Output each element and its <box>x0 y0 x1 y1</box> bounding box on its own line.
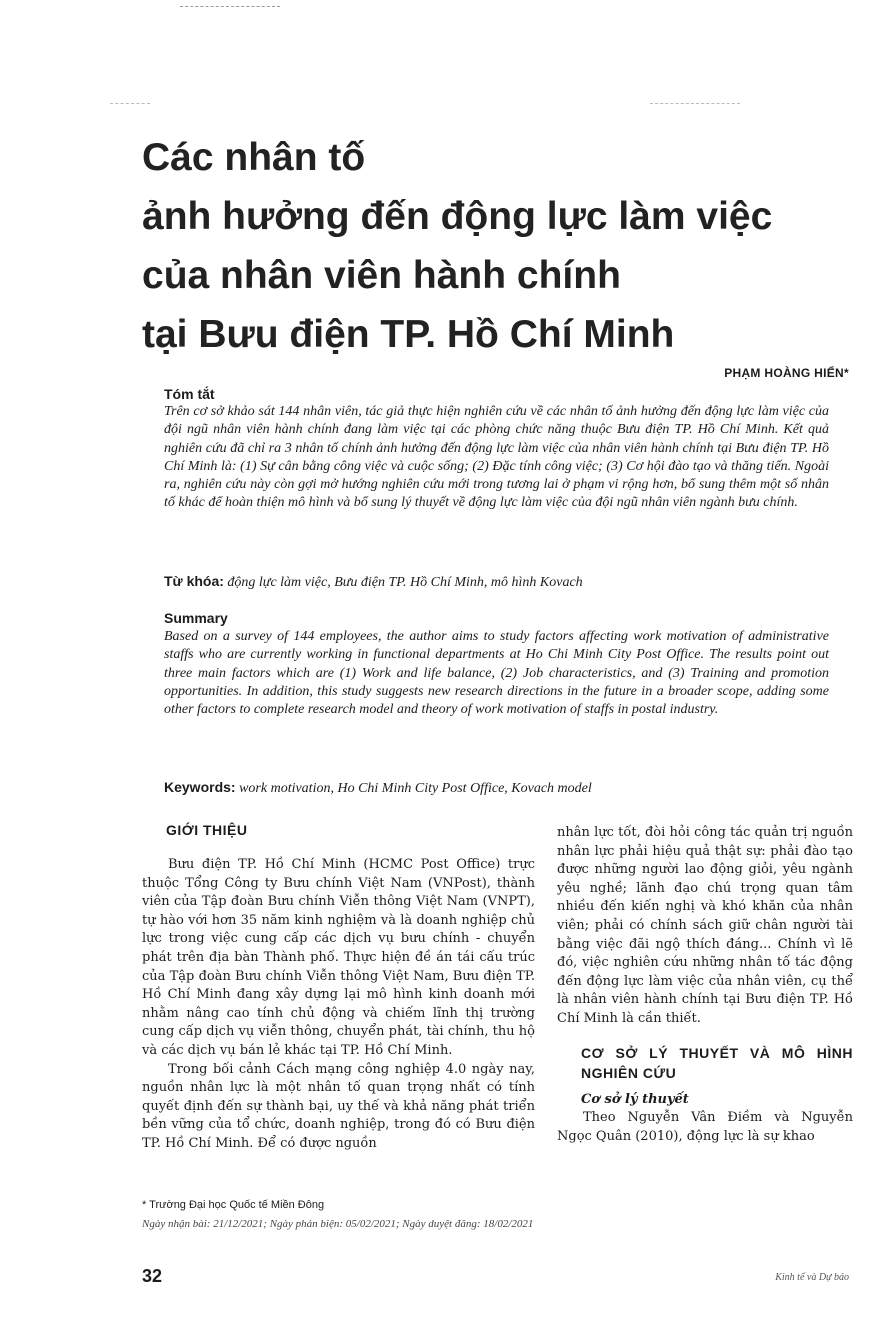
keywords-en <box>164 779 592 797</box>
title-line: Các nhân tố <box>142 136 366 179</box>
article-dates: Ngày nhận bài: 21/12/2021; Ngày phản biện: 05/02/2021; Ngày duyệt đăng: 18/02/2021 <box>142 1218 534 1230</box>
title-line: tại Bưu điện TP. Hồ Chí Minh <box>142 313 675 356</box>
page-number: 32 <box>142 1266 163 1286</box>
keywords-vi-text: động lực làm việc, Bưu điện TP. Hồ Chí Minh, mô hình Kovach <box>227 575 583 590</box>
section-heading-theory: CƠ SỞ LÝ THUYẾT VÀ MÔ HÌNH NGHIÊN CỨU <box>581 1044 853 1081</box>
paragraph: Theo Nguyễn Vân Điềm và Nguyễn Ngọc Quân (2010), động lực là sự khao <box>557 1110 853 1144</box>
abstract-en-heading: Summary <box>164 610 228 626</box>
title-line: của nhân viên hành chính <box>142 254 621 297</box>
keywords-vi <box>164 573 583 591</box>
abstract-vi-heading: Tóm tắt <box>164 386 215 402</box>
keywords-en-text: work motivation, Ho Chi Minh City Post Office, Kovach model <box>239 781 592 796</box>
keywords-vi-label: Từ khóa: <box>164 573 224 589</box>
subsection-heading: Cơ sở lý thuyết <box>581 1091 689 1107</box>
journal-name: Kinh tế và Dự báo <box>775 1272 849 1283</box>
abstract-vi-text: Trên cơ sở khảo sát 144 nhân viên, tác giả thực hiện nghiên cứu về các nhân tố ảnh hưởng đến động lực làm việc của đội ngũ nhân viên hành chính đang làm việc tại các phòng chức năng thuộc Bưu điện TP. Hồ Chí Minh. Kết quả nghiên cứu đã chỉ ra 3 nhân tố chính ảnh hưởng đến động lực làm việc của nhân viên hành chính tại Bưu điện TP. Hồ Chí Minh là: (1) Sự cân bằng công việc và cuộc sống; (2) Đặc tính công việc; (3) Cơ hội đào tạo và thăng tiến. Ngoài ra, nghiên cứu này còn gợi mở hướng nghiên cứu mới trong tương lai ở phạm vi rộng hơn, bổ sung thêm một số nhân tố khác để hoàn thiện mô hình và bổ sung lý thuyết về động lực làm việc của đội ngũ nhân viên ngành bưu chính. <box>164 404 829 511</box>
keywords-en-label: Keywords: <box>164 779 236 795</box>
paragraph: Trong bối cảnh Cách mạng công nghiệp 4.0 ngày nay, nguồn nhân lực là một nhân tố quan trọng nhất có tính quyết định đến sự thành bại, uy thế và khả năng phát triển bền vững của tổ chức, doanh nghiệp, trong đó có Bưu điện TP. Hồ Chí Minh. Để có được nguồn <box>142 1061 535 1151</box>
body-left-column <box>142 820 535 1154</box>
author-name: PHẠM HOÀNG HIỂN* <box>724 366 849 380</box>
top-rule <box>180 6 280 7</box>
article-title <box>142 128 862 364</box>
top-rule-short <box>110 103 150 104</box>
section-heading-intro: GIỚI THIỆU <box>166 822 248 838</box>
abstract-en-text: Based on a survey of 144 employees, the author aims to study factors affecting work motivation of administrative staffs who are currently working in functional departments at Ho Chi Minh City Post Office. The results point out three main factors which are (1) Work and life balance, (2) Job characteristics, and (3) Training and promotion opportunities. In addition, this study suggests new research directions in the future in a broader scope, adding some other factors to complete research model and theory of work motivation of staffs in postal industry. <box>164 629 829 718</box>
top-rule-short <box>650 103 740 104</box>
title-line: ảnh hưởng đến động lực làm việc <box>142 195 773 238</box>
paragraph: Bưu điện TP. Hồ Chí Minh (HCMC Post Office) trực thuộc Tổng Công ty Bưu chính Việt Nam (VNPost), thành viên của Tập đoàn Bưu chính Viễn thông Việt Nam (VNPT), tự hào với hơn 35 năm kinh nghiệm và là doanh nghiệp chủ lực trong việc cung cấp các dịch vụ bưu chính - chuyển phát trên địa bàn Thành phố. Thực hiện đề án tái cấu trúc của Tập đoàn Bưu chính Viễn thông Việt Nam, Bưu điện TP. Hồ Chí Minh đang xây dựng lại mô hình kinh doanh mới nhằm nâng cao tính chủ động và chiếm lĩnh thị trường cung cấp dịch vụ viễn thông, chuyển phát, tài chính, thu hộ và các dịch vụ bán lẻ khác tại TP. Hồ Chí Minh. <box>142 857 535 1058</box>
footnote: * Trường Đại học Quốc tế Miền Đông <box>142 1199 325 1211</box>
body-right-column <box>557 824 853 1146</box>
paragraph: nhân lực tốt, đòi hỏi công tác quản trị nguồn nhân lực phải hiệu quả thật sự: phải đào tạo được những người lao động giỏi, yêu ngành yêu nghề; lãnh đạo chú trọng quan tâm nhiều đến kiến nghị và khó khăn của nhân viên; phải có chính sách giữ chân người tài bằng việc đãi ngộ thích đáng... Chính vì lẽ đó, việc nghiên cứu những nhân tố tác động đến động lực làm việc của nhân viên, cụ thể là nhân viên hành chính tại Bưu điện TP. Hồ Chí Minh là cần thiết. <box>557 825 853 1026</box>
